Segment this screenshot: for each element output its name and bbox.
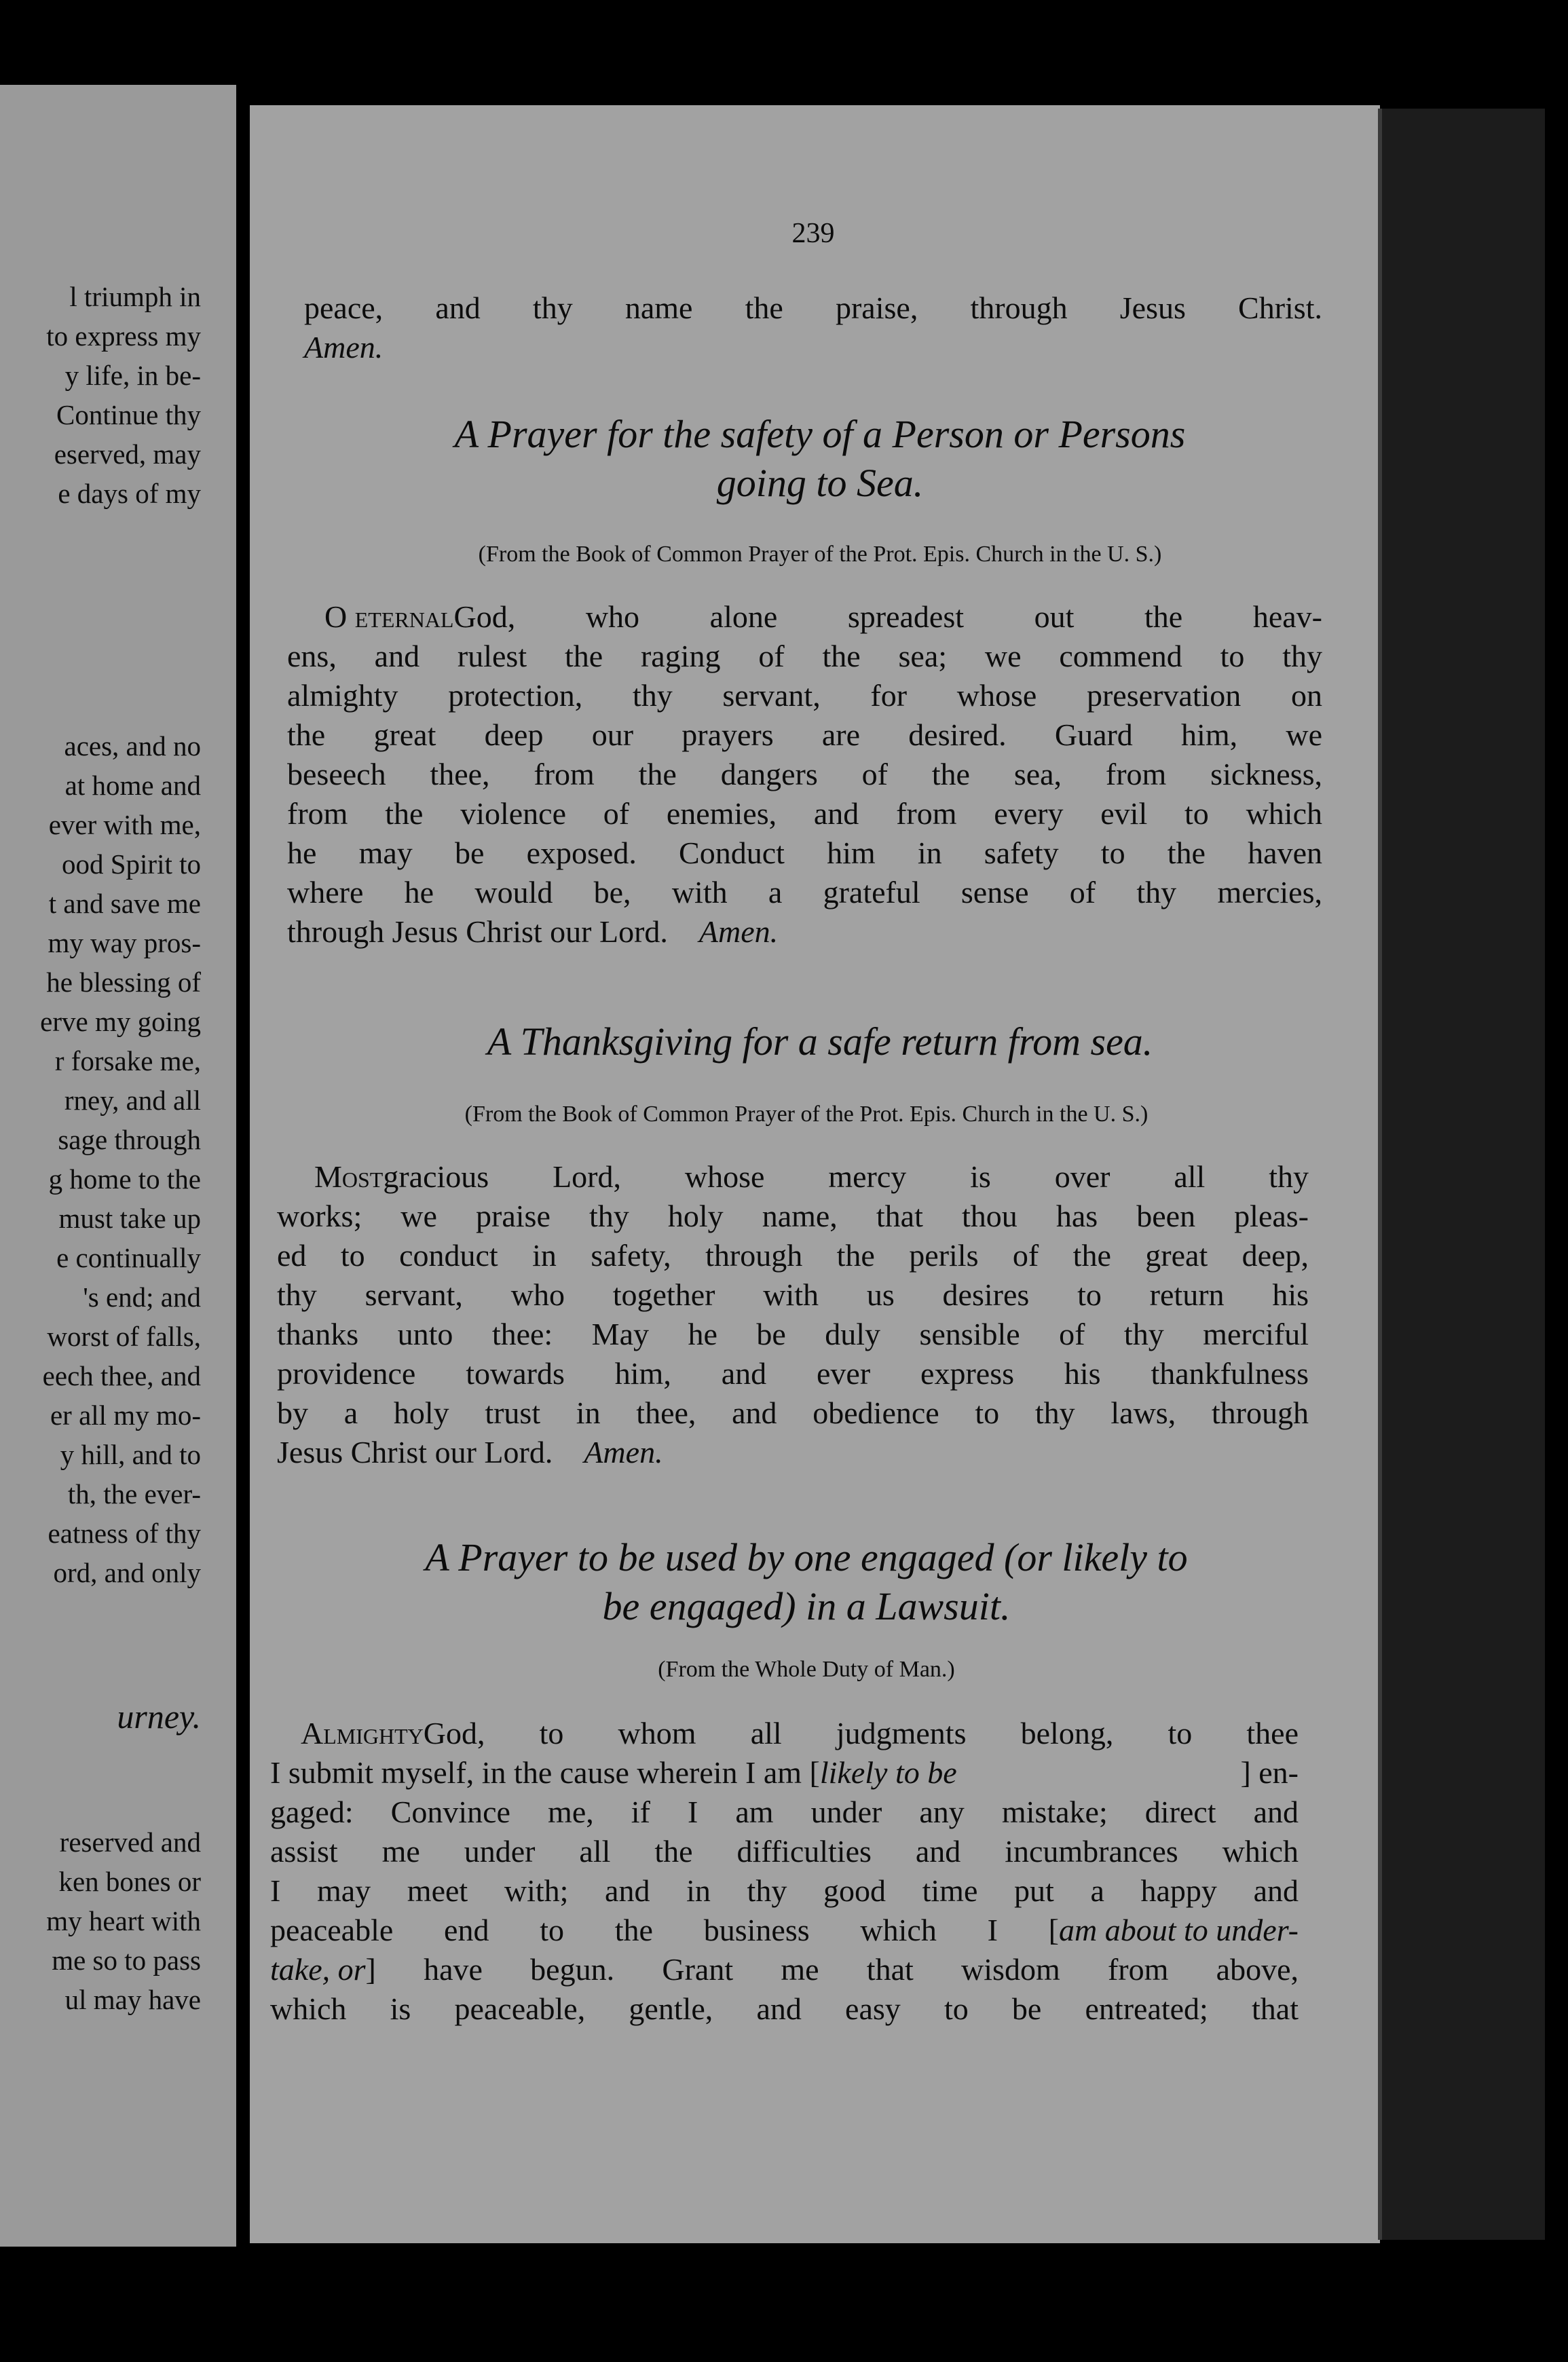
left-text-line: to express my <box>46 320 201 352</box>
left-text-line: ul may have <box>64 1984 201 2015</box>
left-text-line: he blessing of <box>46 967 201 998</box>
left-text-line: er all my mo- <box>50 1400 201 1431</box>
prayer-line: the great deep our prayers are desired. Guard him, we <box>287 717 1322 752</box>
prayer-line: by a holy trust in thee, and obedience to thy laws, through <box>277 1395 1309 1430</box>
main-page <box>250 105 1380 2243</box>
prayer-line <box>314 1157 1309 1197</box>
prayer-line: thy servant, who together with us desires to return his <box>277 1277 1309 1312</box>
prayer-line: ed to conduct in safety, through the perils of the great deep, <box>277 1238 1309 1273</box>
line-text: through Jesus Christ our Lord. <box>287 914 668 949</box>
line-text: gracious Lord, whose mercy is over all thy <box>383 1159 1309 1194</box>
prayer-line: thanks unto thee: May he be duly sensible of thy merciful <box>277 1317 1309 1351</box>
left-text-line: ord, and only <box>53 1557 201 1588</box>
left-text-line: l triumph in <box>69 281 201 312</box>
left-text-line: g home to the <box>48 1163 201 1195</box>
continuation-amen: Amen. <box>304 330 384 364</box>
prayer-line: assist me under all the difficulties and incumbrances which <box>270 1834 1299 1869</box>
prayer-line <box>301 1714 1299 1753</box>
left-text-line: my heart with <box>46 1905 201 1936</box>
left-text-line: th, the ever- <box>67 1478 201 1510</box>
prayer-line: where he would be, with a grateful sense of thy mercies, <box>287 875 1322 910</box>
continuation-line: peace, and thy name the praise, through Jesus Christ. <box>304 290 1322 325</box>
left-text-line: 's end; and <box>83 1281 201 1313</box>
prayer-line <box>287 912 778 952</box>
left-text-line: sage through <box>58 1124 201 1155</box>
prayer-line: providence towards him, and ever express his thankfulness <box>277 1356 1309 1391</box>
left-text-line: ken bones or <box>58 1866 201 1897</box>
section-title: be engaged) in a Lawsuit. <box>602 1584 1011 1628</box>
section-title: A Prayer for the safety of a Person or Persons <box>454 412 1186 456</box>
line-text: ] have begun. Grant me that wisdom from above, <box>365 1952 1299 1987</box>
section-title: A Thanksgiving for a safe return from sea. <box>487 1019 1153 1064</box>
prayer-line <box>324 597 1322 637</box>
line-text: ] en- <box>1240 1755 1299 1790</box>
prayer-line: gaged: Convince me, if I am under any mistake; direct and <box>270 1795 1299 1829</box>
prayer-line: from the violence of enemies, and from every evil to which <box>287 796 1322 831</box>
left-text-line: worst of falls, <box>47 1321 201 1352</box>
line-text: God, to whom all judgments belong, to thee <box>423 1716 1299 1750</box>
left-text-line: eech thee, and <box>42 1360 201 1391</box>
opening-words: Almighty <box>301 1716 424 1750</box>
left-text-line: eatness of thy <box>48 1518 201 1549</box>
left-text-line: y life, in be- <box>64 360 201 391</box>
left-text-line: ood Spirit to <box>61 848 201 880</box>
left-text-line: my way pros- <box>48 927 201 958</box>
opening-words: Most <box>314 1159 384 1194</box>
line-text: peaceable end to the business which I [ <box>270 1913 1059 1947</box>
line-text-italic: likely to be <box>819 1755 957 1790</box>
left-text-line: eserved, may <box>54 438 201 470</box>
left-text-line: y hill, and to <box>60 1439 201 1470</box>
section-title: A Prayer to be used by one engaged (or likely to <box>425 1535 1188 1579</box>
prayer-line: I may meet with; and in thy good time put a happy and <box>270 1873 1299 1908</box>
opening-words: O eternal <box>324 599 454 634</box>
page-number: 239 <box>791 218 835 249</box>
left-text-line: aces, and no <box>64 730 201 762</box>
line-text: God, who alone spreadest out the heav- <box>453 599 1322 634</box>
left-text-line: e continually <box>56 1242 201 1273</box>
left-text-line: r forsake me, <box>54 1045 201 1076</box>
left-text-line: erve my going <box>40 1006 201 1037</box>
section-source: (From the Book of Common Prayer of the Prot. Epis. Church in the U. S.) <box>464 1102 1149 1127</box>
prayer-line: beseech thee, from the dangers of the sea, from sickness, <box>287 757 1322 791</box>
amen: Amen. <box>584 1435 663 1469</box>
prayer-line: works; we praise thy holy name, that thou has been pleas- <box>277 1199 1309 1233</box>
left-text-line: urney. <box>117 1698 201 1736</box>
section-source: (From the Book of Common Prayer of the Prot. Epis. Church in the U. S.) <box>478 542 1162 567</box>
prayer-line <box>270 1950 1299 1989</box>
left-text-line: t and save me <box>48 888 201 919</box>
left-text-line: reserved and <box>59 1826 201 1858</box>
line-text-italic: am about to under- <box>1059 1913 1299 1947</box>
prayer-line <box>270 1911 1299 1950</box>
left-text-line: me so to pass <box>52 1945 201 1976</box>
prayer-line: almighty protection, thy servant, for whose preservation on <box>287 678 1322 713</box>
line-text: I submit myself, in the cause wherein I am [ <box>270 1755 820 1790</box>
left-text-line: e days of my <box>58 478 201 509</box>
prayer-line: which is peaceable, gentle, and easy to be entreated; that <box>270 1991 1299 2026</box>
section-title: going to Sea. <box>716 461 924 505</box>
prayer-line <box>277 1433 663 1472</box>
left-text-line: must take up <box>58 1203 201 1234</box>
section-source: (From the Whole Duty of Man.) <box>658 1657 955 1682</box>
left-text-line: at home and <box>64 770 201 801</box>
prayer-line: ens, and rulest the raging of the sea; we commend to thy <box>287 639 1322 673</box>
left-text-line: rney, and all <box>64 1085 201 1116</box>
left-text-line: Continue thy <box>56 399 201 430</box>
prayer-line <box>270 1753 1299 1793</box>
prayer-line: he may be exposed. Conduct him in safety to the haven <box>287 836 1322 870</box>
left-facing-page <box>0 85 236 2247</box>
amen: Amen. <box>698 914 779 949</box>
left-text-line: ever with me, <box>48 809 201 840</box>
line-text: Jesus Christ our Lord. <box>277 1435 553 1469</box>
book-page-edges <box>1378 109 1545 2240</box>
line-text-italic: take, or <box>270 1952 366 1987</box>
